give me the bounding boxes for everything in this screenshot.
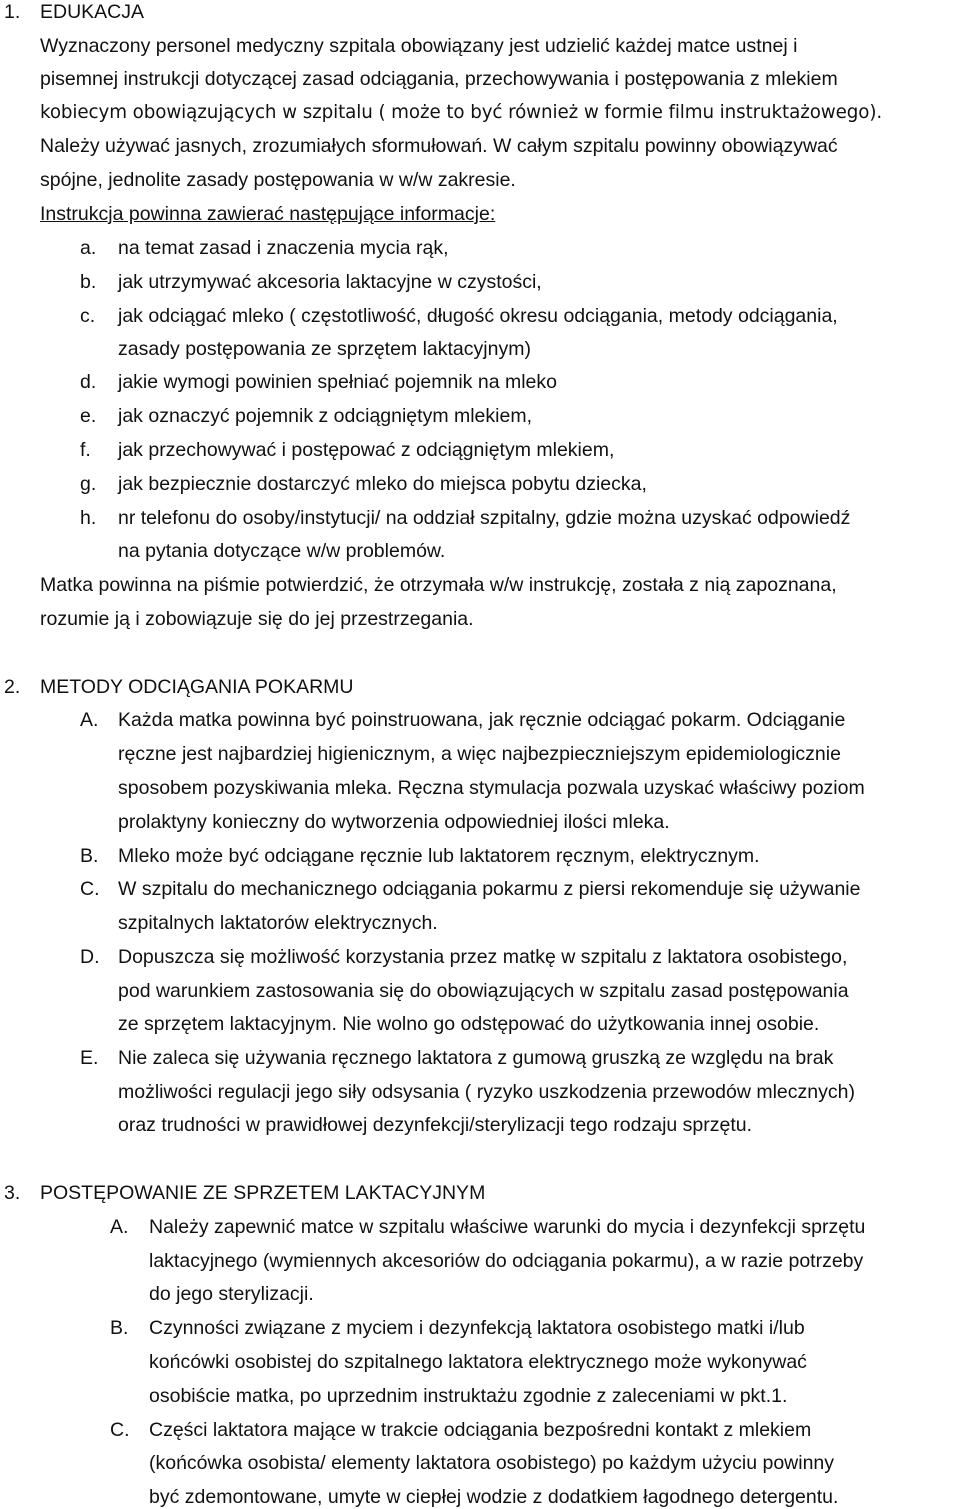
list-item: Należy zapewnić matce w szpitalu właściwe warunki do mycia i dezynfekcji sprzętu [149, 1216, 866, 1238]
section-2-title: METODY ODCIĄGANIA POKARMU [40, 676, 354, 698]
section-1-intro-line: kobiecym obowiązujących w szpitalu ( może to być również w formie filmu instruktażowego). [40, 102, 883, 123]
closing-line: rozumie ją i zobowiązuje się do jej przestrzegania. [40, 608, 474, 630]
list-item: jak oznaczyć pojemnik z odciągniętym mlekiem, [118, 405, 532, 427]
section-1-intro-line: Należy używać jasnych, zrozumiałych sformułowań. W całym szpitalu powinny obowiązywać [40, 135, 838, 157]
list-letter: c. [80, 305, 96, 327]
section-3-title: POSTĘPOWANIE ZE SPRZETEM LAKTACYJNYM [40, 1182, 486, 1204]
list-letter: D. [80, 946, 100, 968]
list-item: końcówki osobistej do szpitalnego laktatora elektrycznego może wykonywać [149, 1351, 807, 1373]
list-letter: A. [110, 1216, 129, 1238]
list-item: być zdemontowane, umyte w ciepłej wodzie z dodatkiem łagodnego detergentu. [149, 1486, 839, 1508]
section-2-number: 2. [4, 676, 21, 698]
closing-line: Matka powinna na piśmie potwierdzić, że otrzymała w/w instrukcję, została z nią zapoznana, [40, 574, 837, 596]
list-item: ze sprzętem laktacyjnym. Nie wolno go odstępować do użytkowania innej osobie. [118, 1013, 820, 1035]
list-item: jak utrzymywać akcesoria laktacyjne w czystości, [118, 271, 542, 293]
list-item: W szpitalu do mechanicznego odciągania pokarmu z piersi rekomenduje się używanie [118, 878, 861, 900]
section-1-intro-line: pisemnej instrukcji dotyczącej zasad odciągania, przechowywania i postępowania z mlekiem [40, 68, 838, 90]
list-letter: a. [80, 237, 97, 259]
list-item: zasady postępowania ze sprzętem laktacyjnym) [118, 338, 531, 360]
list-letter: f. [80, 439, 91, 461]
list-item: Nie zaleca się używania ręcznego laktatora z gumową gruszką ze względu na brak [118, 1047, 834, 1069]
list-item: jak przechowywać i postępować z odciągniętym mlekiem, [118, 439, 615, 461]
list-letter: g. [80, 473, 97, 495]
list-item: jak odciągać mleko ( częstotliwość, długość okresu odciągania, metody odciągania, [118, 305, 838, 327]
list-item: nr telefonu do osoby/instytucji/ na oddział szpitalny, gdzie można uzyskać odpowiedź [118, 507, 851, 529]
list-letter: h. [80, 507, 97, 529]
list-item: na pytania dotyczące w/w problemów. [118, 540, 446, 562]
list-letter: C. [110, 1419, 130, 1441]
list-letter: A. [80, 709, 99, 731]
list-item: na temat zasad i znaczenia mycia rąk, [118, 237, 449, 259]
list-letter: B. [80, 845, 99, 867]
list-heading: Instrukcja powinna zawierać następujące informacje: [40, 203, 496, 225]
list-item: Każda matka powinna być poinstruowana, jak ręcznie odciągać pokarm. Odciąganie [118, 709, 846, 731]
list-item: możliwości regulacji jego siły odsysania ( ryzyko uszkodzenia przewodów mlecznych) [118, 1081, 855, 1103]
list-item: oraz trudności w prawidłowej dezynfekcji/sterylizacji tego rodzaju sprzętu. [118, 1114, 753, 1136]
list-letter: E. [80, 1047, 99, 1069]
list-item: Dopuszcza się możliwość korzystania przez matkę w szpitalu z laktatora osobistego, [118, 946, 848, 968]
section-1-number: 1. [4, 1, 21, 23]
list-item: sposobem pozyskiwania mleka. Ręczna stymulacja pozwala uzyskać właściwy poziom [118, 777, 865, 799]
list-item: Czynności związane z myciem i dezynfekcją laktatora osobistego matki i/lub [149, 1317, 805, 1339]
section-1-intro-line: spójne, jednolite zasady postępowania w w/w zakresie. [40, 169, 516, 191]
list-letter: d. [80, 371, 97, 393]
list-letter: e. [80, 405, 97, 427]
list-item: pod warunkiem zastosowania się do obowiązujących w szpitalu zasad postępowania [118, 980, 849, 1002]
list-item: (końcówka osobista/ elementy laktatora osobistego) po każdym użyciu powinny [149, 1452, 835, 1474]
list-item: do jego sterylizacji. [149, 1283, 314, 1305]
list-item: osobiście matka, po uprzednim instruktażu zgodnie z zaleceniami w pkt.1. [149, 1385, 788, 1407]
section-3-number: 3. [4, 1182, 21, 1204]
list-item: jak bezpiecznie dostarczyć mleko do miejsca pobytu dziecka, [118, 473, 647, 495]
list-item: Części laktatora mające w trakcie odciągania bezpośredni kontakt z mlekiem [149, 1419, 812, 1441]
list-letter: C. [80, 878, 100, 900]
list-item: Mleko może być odciągane ręcznie lub laktatorem ręcznym, elektrycznym. [118, 845, 760, 867]
section-1-intro-line: Wyznaczony personel medyczny szpitala obowiązany jest udzielić każdej matce ustnej i [40, 35, 798, 57]
list-letter: b. [80, 271, 97, 293]
list-letter: B. [110, 1317, 129, 1339]
list-item: laktacyjnego (wymiennych akcesoriów do odciągania pokarmu), a w razie potrzeby [149, 1250, 864, 1272]
section-1-title: EDUKACJA [40, 1, 145, 23]
list-item: jakie wymogi powinien spełniać pojemnik na mleko [118, 371, 557, 393]
list-item: ręczne jest najbardziej higienicznym, a więc najbezpieczniejszym epidemiologicznie [118, 743, 841, 765]
list-item: szpitalnych laktatorów elektrycznych. [118, 912, 438, 934]
list-item: prolaktyny konieczny do wytworzenia odpowiedniej ilości mleka. [118, 811, 670, 833]
